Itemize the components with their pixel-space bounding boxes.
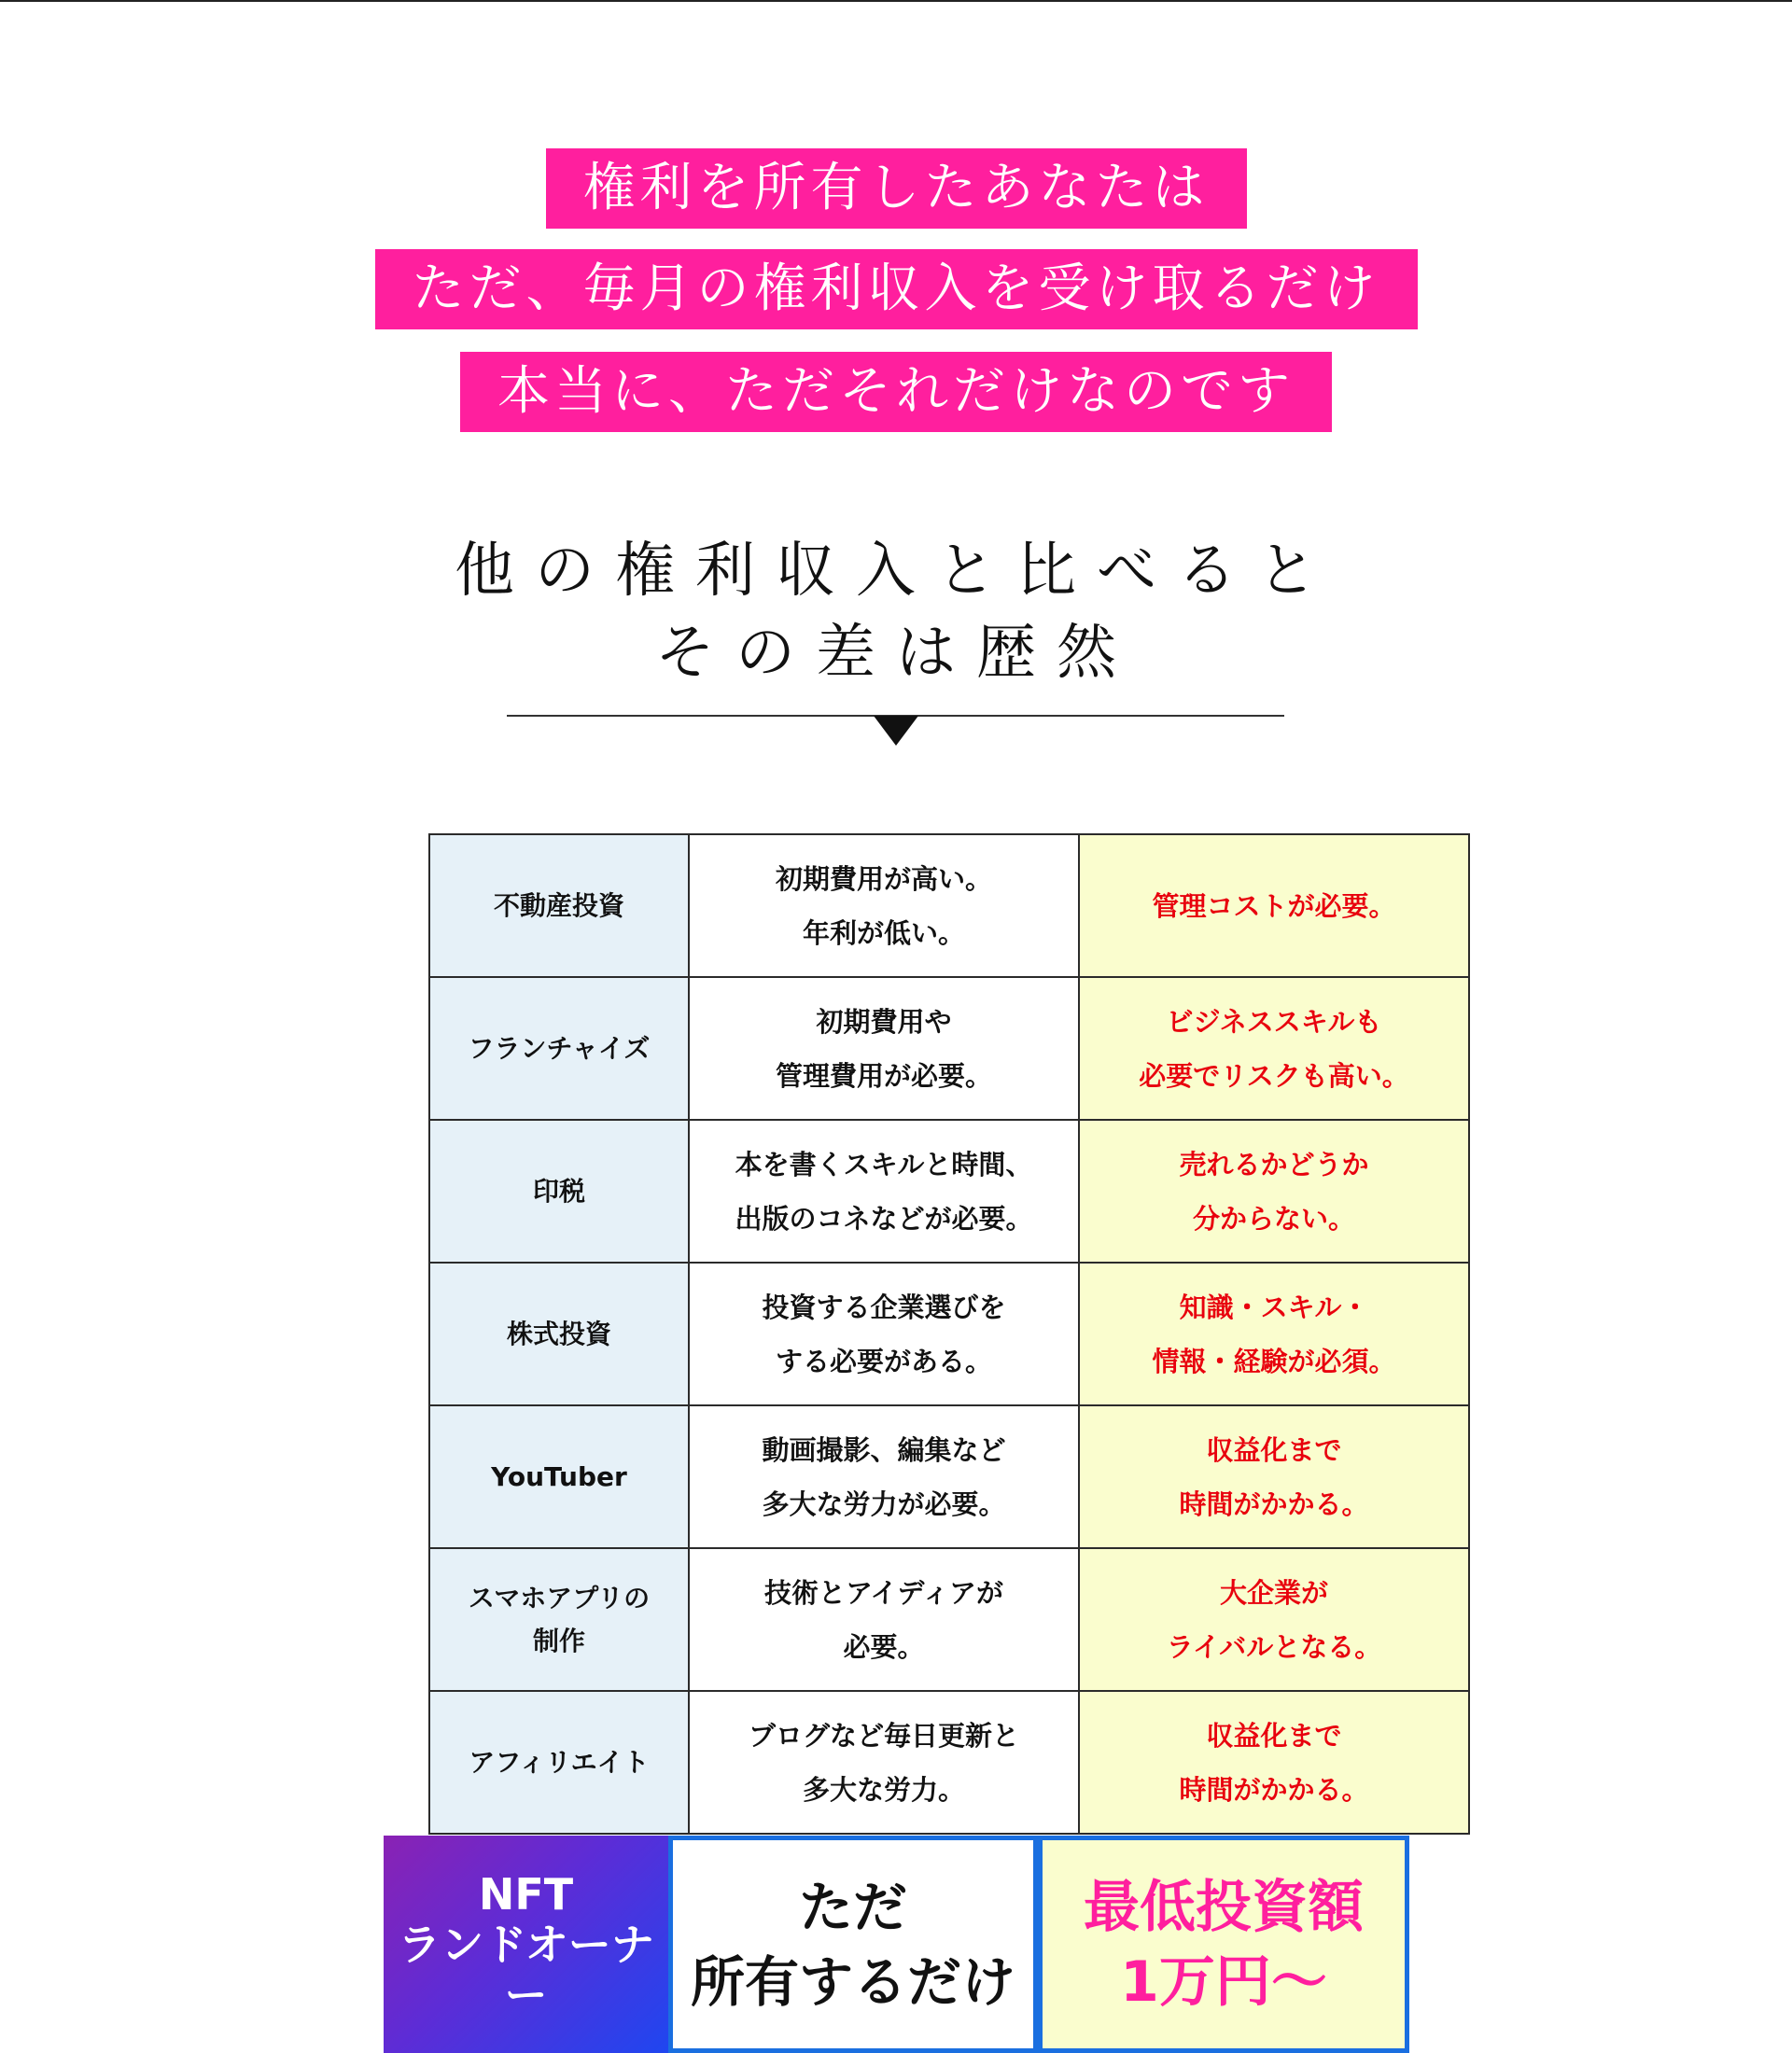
table-row <box>429 1120 1469 1263</box>
row-risk-cell <box>1079 1548 1469 1691</box>
cell-text-line: 出版のコネなどが必要。 <box>735 1202 1033 1235</box>
just-own-line1: ただ <box>798 1875 907 1939</box>
cell-text-line: 多大な労力が必要。 <box>762 1487 1006 1520</box>
cell-text-line: 管理費用が必要。 <box>775 1059 992 1092</box>
comparison-table <box>428 833 1470 1835</box>
row-name-cell <box>429 977 689 1120</box>
min-investment-amount: 1万円〜 <box>1120 1948 1327 2015</box>
table-row <box>429 977 1469 1120</box>
banner-row-2 <box>0 249 1792 329</box>
row-name-cell <box>429 1263 689 1405</box>
cell-text-line: 収益化まで <box>1206 1719 1342 1752</box>
table-row <box>429 1548 1469 1691</box>
top-rule <box>0 0 1792 2</box>
row-risk-cell <box>1079 1691 1469 1834</box>
table-row <box>429 1263 1469 1405</box>
table-row <box>429 1405 1469 1548</box>
cell-text-line: 本を書くスキルと時間、 <box>735 1148 1033 1180</box>
cell-text-line: 必要でリスクも高い。 <box>1139 1059 1409 1092</box>
cell-text-line: YouTuber <box>491 1460 627 1492</box>
cell-text-line: 時間がかかる。 <box>1179 1487 1369 1520</box>
row-desc-cell <box>689 1120 1079 1263</box>
cell-text-line: 株式投資 <box>506 1318 611 1349</box>
row-name-cell <box>429 834 689 977</box>
banner-thats-all: 本当に、ただそれだけなのです <box>460 352 1332 432</box>
row-desc-cell <box>689 977 1079 1120</box>
cell-text-line: 不動産投資 <box>493 889 624 921</box>
cell-text-line: 初期費用が高い。 <box>775 862 992 895</box>
row-name-cell <box>429 1691 689 1834</box>
cell-text-line: 情報・経験が必須。 <box>1152 1345 1396 1377</box>
cell-text-line: スマホアプリの <box>468 1582 651 1613</box>
row-risk-cell <box>1079 1263 1469 1405</box>
cell-text-line: 動画撮影、編集など <box>762 1433 1006 1466</box>
cell-text-line: 技術とアイディアが <box>763 1576 1004 1609</box>
cell-text-line: 初期費用や <box>816 1005 952 1038</box>
cell-text-line: 収益化まで <box>1206 1433 1342 1466</box>
min-investment-label: 最低投資額 <box>1084 1874 1364 1940</box>
land-owner-label: ランドオーナー <box>398 1919 654 2020</box>
nft-label: NFT <box>478 1868 574 1920</box>
row-desc-cell <box>689 1548 1079 1691</box>
table-row <box>429 1691 1469 1834</box>
cell-text-line: ビジネススキルも <box>1166 1005 1382 1038</box>
min-investment-cell <box>1038 1836 1409 2053</box>
row-risk-cell <box>1079 1120 1469 1263</box>
row-desc-cell <box>689 1263 1079 1405</box>
row-risk-cell <box>1079 977 1469 1120</box>
cell-text-line: ブログなど毎日更新と <box>748 1719 1019 1752</box>
cell-text-line: 印税 <box>532 1175 585 1207</box>
nft-land-owner-cell <box>384 1836 668 2053</box>
row-desc-cell <box>689 1405 1079 1548</box>
cell-text-line: アフィリエイト <box>469 1746 650 1778</box>
comparison-heading-line2: その差は歴然 <box>655 619 1137 688</box>
cell-text-line: 大企業が <box>1219 1576 1328 1609</box>
row-risk-cell <box>1079 834 1469 977</box>
just-own-cell <box>668 1836 1038 2053</box>
comparison-heading-line1: 他の権利収入と比べると <box>455 537 1337 606</box>
row-name-cell <box>429 1548 689 1691</box>
row-desc-cell <box>689 1691 1079 1834</box>
cell-text-line: する必要がある。 <box>775 1345 992 1377</box>
banner-row-1 <box>0 148 1792 229</box>
cell-text-line: 投資する企業選びを <box>762 1291 1006 1323</box>
row-name-cell <box>429 1120 689 1263</box>
cell-text-line: 分からない。 <box>1192 1202 1355 1235</box>
banner-owner: 権利を所有したあなたは <box>546 148 1247 229</box>
row-name-cell <box>429 1405 689 1548</box>
cell-text-line: 管理コストが必要。 <box>1152 889 1396 922</box>
cell-text-line: 売れるかどうか <box>1179 1148 1369 1180</box>
down-arrow-icon <box>874 716 918 746</box>
table-row <box>429 834 1469 977</box>
cell-text-line: ライバルとなる。 <box>1166 1630 1382 1663</box>
banner-row-3 <box>0 352 1792 432</box>
cell-text-line: 年利が低い。 <box>802 916 965 949</box>
cell-text-line: 時間がかかる。 <box>1179 1773 1369 1806</box>
row-desc-cell <box>689 834 1079 977</box>
cell-text-line: フランチャイズ <box>468 1032 651 1064</box>
cell-text-line: 多大な労力。 <box>802 1773 965 1806</box>
cell-text-line: 必要。 <box>843 1630 925 1663</box>
banner-monthly-income: ただ、毎月の権利収入を受け取るだけ <box>375 249 1418 329</box>
just-own-line2: 所有するだけ <box>690 1949 1015 2014</box>
cell-text-line: 制作 <box>532 1625 585 1656</box>
cell-text-line: 知識・スキル・ <box>1179 1291 1369 1323</box>
row-risk-cell <box>1079 1405 1469 1548</box>
